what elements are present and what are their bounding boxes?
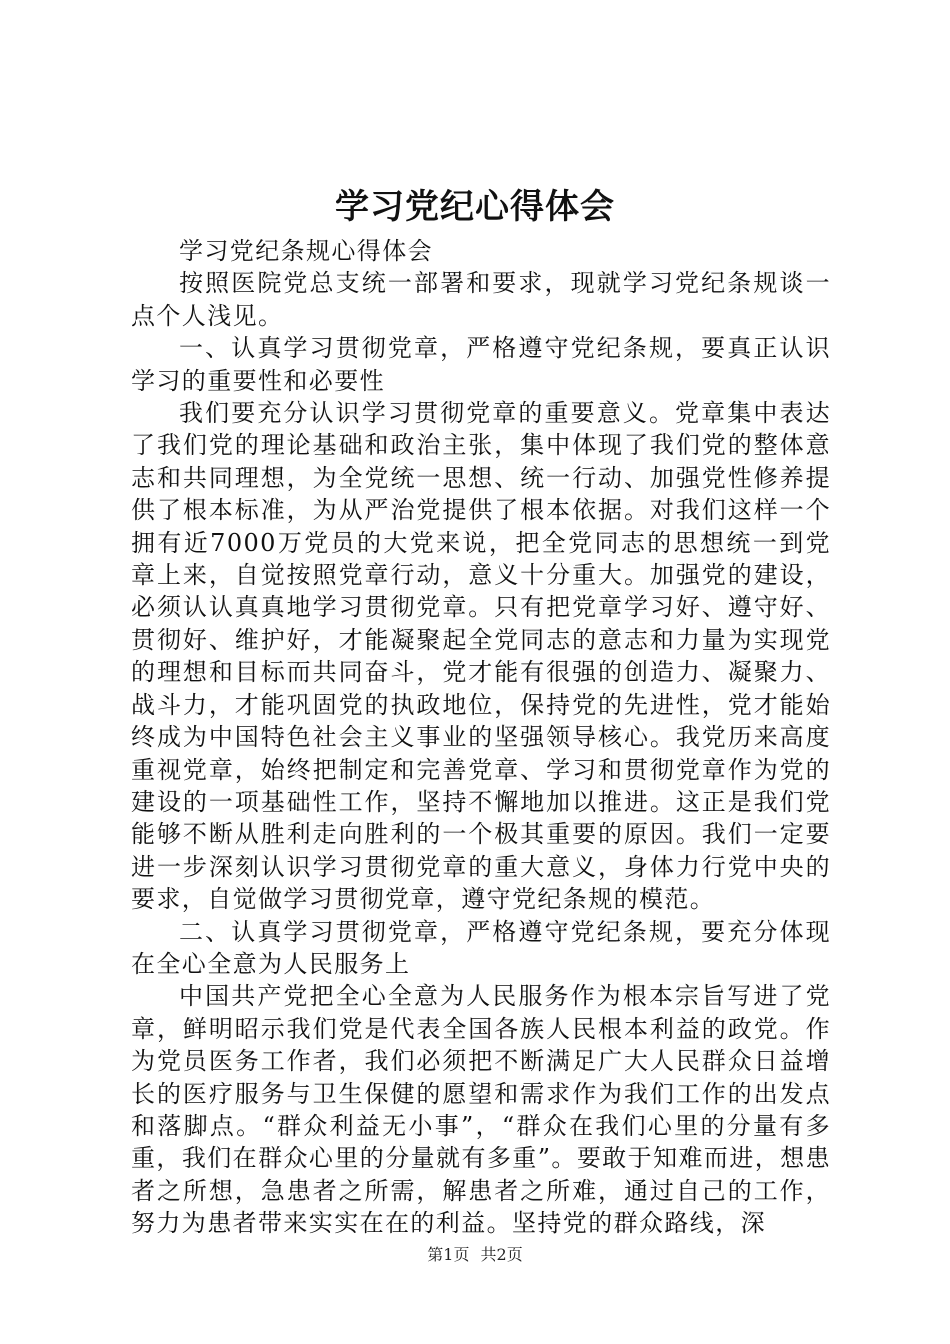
paragraph-heading-1: 一、认真学习贯彻党章，严格遵守党纪条规，要真正认识学习的重要性和必要性 [131,334,831,395]
page-total: 共2页 [480,1245,523,1264]
page-footer [0,1244,950,1266]
paragraph-subtitle: 学习党纪条规心得体会 [179,237,433,265]
paragraph-section-1: 我们要充分认识学习贯彻党章的重要意义。党章集中表达了我们党的理论基础和政治主张，集中体现了我们党的整体意志和共同理想，为全党统一思想、统一行动、加强党性修养提供了根本标准，为从严治党提供了根本依据。对我们这样一个拥有近7000万党员的大党来说，把全党同志的思想统一到党章上来，自觉按照党章行动，意义十分重大。加强党的建设，必须认认真真地学习贯彻党章。只有把党章学习好、遵守好、贯彻好、维护好，才能凝聚起全党同志的意志和力量为实现党的理想和目标而共同奋斗，党才能有很强的创造力、凝聚力、战斗力，才能巩固党的执政地位，保持党的先进性，党才能始终成为中国特色社会主义事业的坚强领导核心。我党历来高度重视党章，始终把制定和完善党章、学习和贯彻党章作为党的建设的一项基础性工作，坚持不懈地加以推进。这正是我们党能够不断从胜利走向胜利的一个极其重要的原因。我们一定要进一步深刻认识学习贯彻党章的重大意义，身体力行党中央的要求，自觉做学习贯彻党章，遵守党纪条规的模范。 [131,399,831,914]
document-title: 学习党纪心得体会 [335,187,615,227]
paragraph-heading-2: 二、认真学习贯彻党章，严格遵守党纪条规，要充分体现在全心全意为人民服务上 [131,917,831,978]
document-body [131,235,831,1240]
paragraph-section-2: 中国共产党把全心全意为人民服务作为根本宗旨写进了党章，鲜明昭示我们党是代表全国各族人民根本利益的政党。作为党员医务工作者，我们必须把不断满足广大人民群众日益增长的医疗服务与卫生保健的愿望和需求作为我们工作的出发点和落脚点。“群众利益无小事”，“群众在我们心里的分量有多重，我们在群众心里的分量就有多重”。要敢于知难而进，想患者之所想，急患者之所需，解患者之所难，通过自己的工作，努力为患者带来实实在在的利益。坚持党的群众路线，深 [131,982,831,1238]
paragraph-intro: 按照医院党总支统一部署和要求，现就学习党纪条规谈一点个人浅见。 [131,269,831,330]
page-number: 第1页 [427,1245,470,1264]
